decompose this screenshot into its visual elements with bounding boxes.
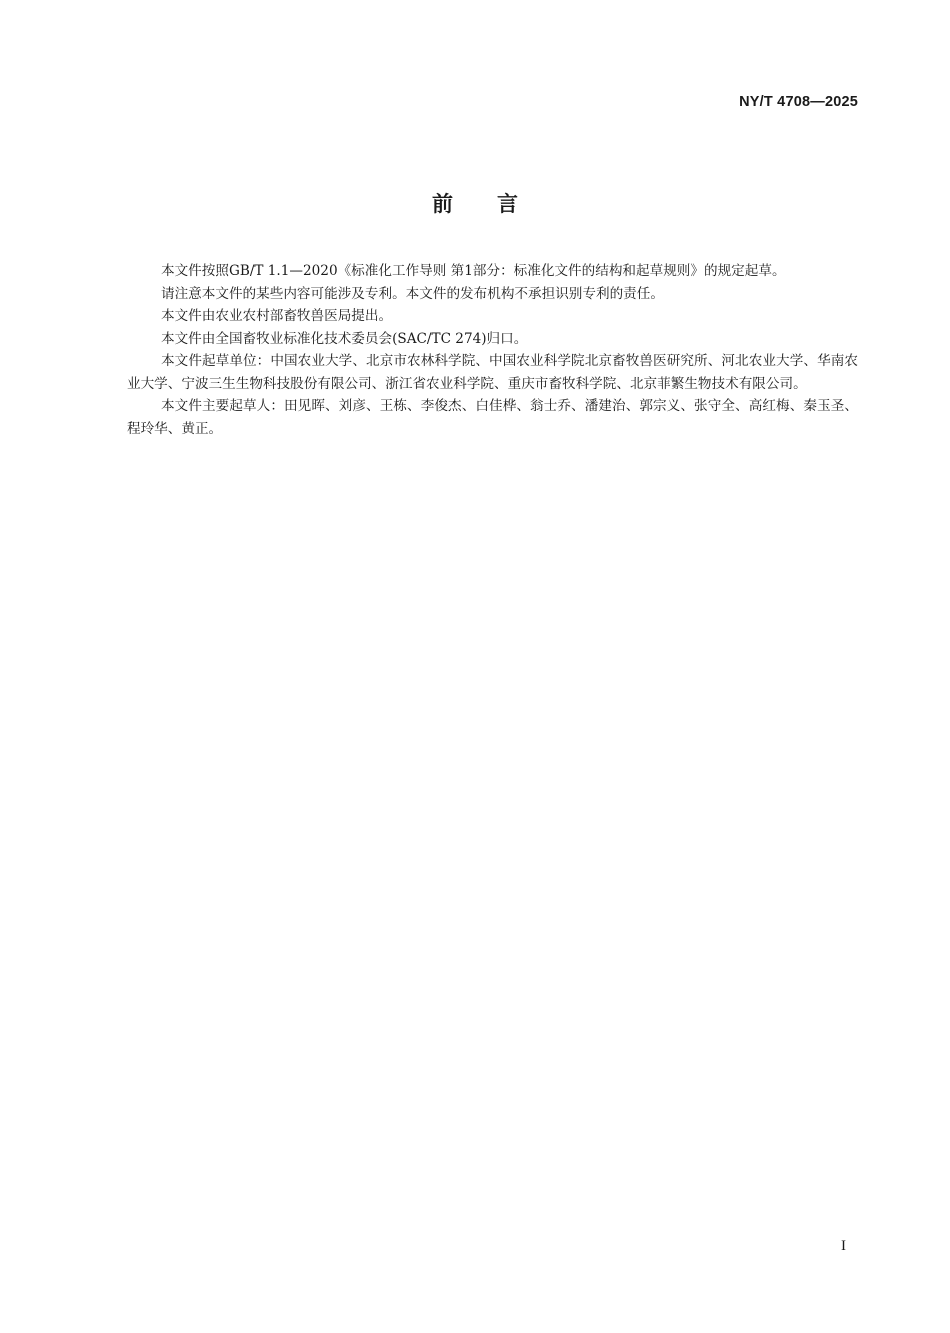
foreword-body xyxy=(127,260,858,440)
paragraph-proposer: 本文件由农业农村部畜牧兽医局提出。 xyxy=(161,308,393,324)
paragraph-committee: 本文件由全国畜牧业标准化技术委员会(SAC/TC 274)归口。 xyxy=(161,330,528,347)
paragraph-patent-notice: 请注意本文件的某些内容可能涉及专利。本文件的发布机构不承担识别专利的责任。 xyxy=(161,285,664,302)
paragraph-drafting-units: 本文件起草单位：中国农业大学、北京市农林科学院、中国农业科学院北京畜牧兽医研究所、河北农业大学、华南农业大学、宁波三生生物科技股份有限公司、浙江省农业科学院、重庆市畜牧科学院、北京菲繁生物技术有限公司。 xyxy=(127,353,858,392)
paragraph-drafting-rules: 本文件按照GB/T 1.1—2020《标准化工作导则 第1部分：标准化文件的结构和起草规则》的规定起草。 xyxy=(161,263,786,279)
page-title: 前言 xyxy=(432,192,562,216)
page-number: I xyxy=(841,1238,846,1254)
paragraph-drafters: 本文件主要起草人：田见晖、刘彦、王栋、李俊杰、白佳桦、翁士乔、潘建治、郭宗义、张守全、高红梅、秦玉圣、程玲华、黄正。 xyxy=(127,398,858,437)
standard-code: NY/T 4708—2025 xyxy=(739,94,858,110)
